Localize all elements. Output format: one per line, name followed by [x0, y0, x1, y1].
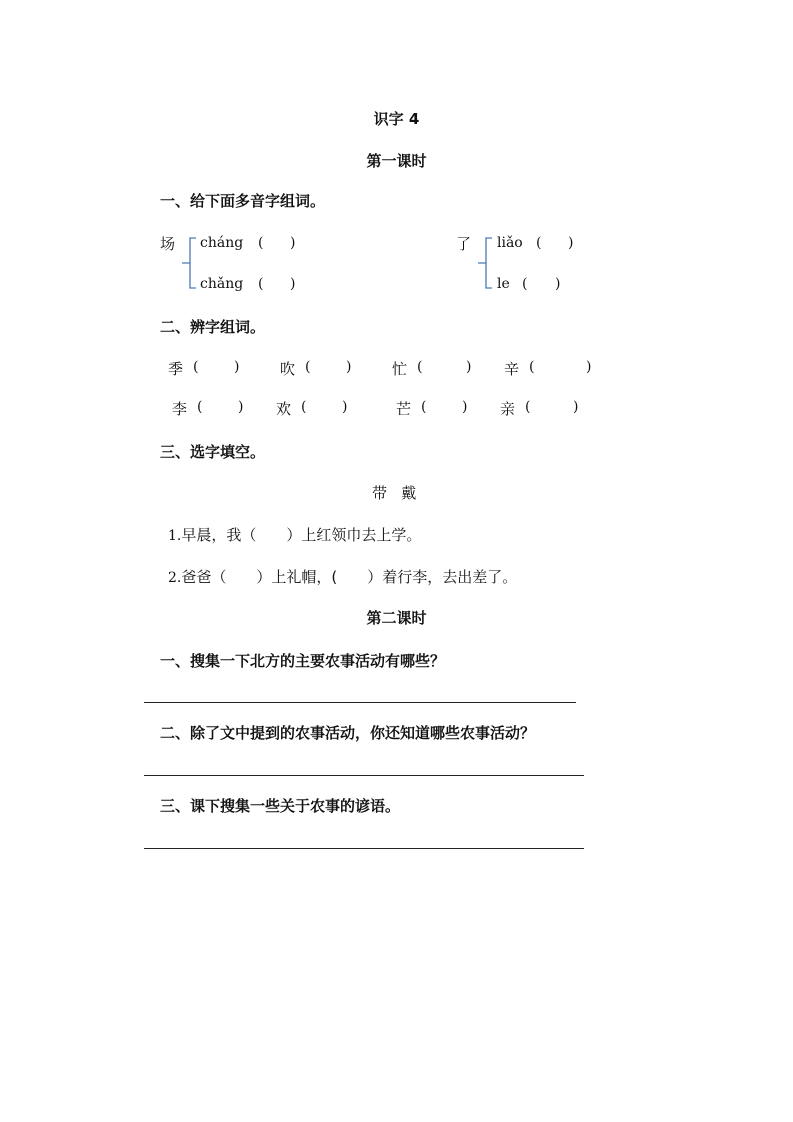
q3-heading: 三、选字填空。 — [160, 443, 266, 461]
blank-paren-close: ) — [346, 359, 352, 375]
blank-paren-close: ) — [238, 399, 244, 415]
blank-paren-close: ) — [462, 399, 468, 415]
blank-paren-open: ( — [417, 359, 423, 375]
blank-paren-open: ( — [258, 235, 264, 251]
sentence-text: 爸爸（ ）上礼帽，( ）着行李，去出差了。 — [181, 568, 518, 586]
blank-paren-close: ) — [466, 359, 472, 375]
compare-char: 辛 — [504, 360, 520, 378]
blank-paren-close: ) — [342, 399, 348, 415]
compare-char: 亲 — [500, 400, 516, 418]
polyphone-char-1: 场 — [160, 235, 176, 253]
blank-paren-open: ( — [421, 399, 427, 415]
blank-paren-open: ( — [536, 235, 542, 251]
blank-paren-open: ( — [305, 359, 311, 375]
compare-char: 李 — [172, 400, 188, 418]
lesson1-heading: 第一课时 — [366, 152, 427, 170]
blank-paren-close: ) — [290, 276, 296, 292]
brace-icon — [474, 236, 494, 292]
blank-paren-close: ) — [568, 235, 574, 251]
blank-paren-close: ) — [555, 276, 561, 292]
lesson2-heading: 第二课时 — [366, 609, 427, 627]
blank-paren-open: ( — [529, 359, 535, 375]
compare-char: 忙 — [392, 360, 408, 378]
answer-line — [144, 848, 584, 849]
fill-sentence-2 — [168, 566, 517, 587]
blank-paren-open: ( — [301, 399, 307, 415]
pinyin-reading-2a: liǎo — [497, 235, 523, 251]
compare-char: 欢 — [276, 400, 292, 418]
lesson2-q1: 一、搜集一下北方的主要农事活动有哪些？ — [160, 652, 446, 670]
blank-paren-open: ( — [197, 399, 203, 415]
answer-line — [144, 702, 576, 703]
compare-char: 芒 — [396, 400, 412, 418]
blank-paren-close: ) — [586, 359, 592, 375]
blank-paren-open: ( — [258, 276, 264, 292]
sentence-text: 早晨，我（ ）上红领巾去上学。 — [181, 526, 422, 544]
q2-heading: 二、辨字组词。 — [160, 318, 266, 336]
polyphone-char-2: 了 — [456, 235, 472, 253]
blank-paren-open: ( — [525, 399, 531, 415]
blank-paren-close: ) — [573, 399, 579, 415]
blank-paren-open: ( — [522, 276, 528, 292]
pinyin-reading-1b: chǎng — [200, 276, 244, 292]
blank-paren-close: ) — [290, 235, 296, 251]
compare-char: 季 — [168, 360, 184, 378]
lesson2-q3: 三、课下搜集一些关于农事的谚语。 — [160, 797, 401, 815]
q1-heading: 一、给下面多音字组词。 — [160, 192, 326, 210]
pinyin-reading-2b: le — [497, 276, 510, 292]
choice-characters: 带 戴 — [372, 484, 417, 502]
blank-paren-open: ( — [193, 359, 199, 375]
lesson2-q2: 二、除了文中提到的农事活动，你还知道哪些农事活动？ — [160, 724, 536, 742]
blank-paren-close: ) — [234, 359, 240, 375]
brace-icon — [178, 236, 198, 292]
page-title: 识字 4 — [373, 110, 420, 128]
sentence-number: 1. — [168, 528, 182, 544]
sentence-number: 2. — [168, 570, 182, 586]
compare-char: 吹 — [280, 360, 296, 378]
fill-sentence-1 — [168, 524, 421, 545]
answer-line — [144, 775, 584, 776]
pinyin-reading-1a: cháng — [200, 235, 244, 251]
